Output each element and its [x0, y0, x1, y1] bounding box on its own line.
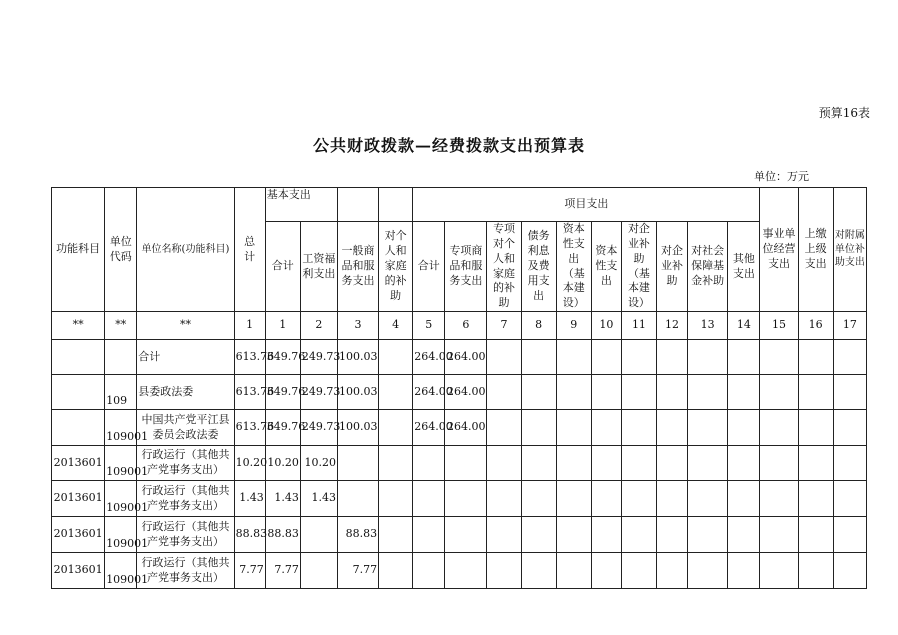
- index-cell: 13: [688, 312, 728, 340]
- empty-cell: [688, 553, 728, 589]
- empty-cell: [688, 375, 728, 410]
- table-row: [52, 553, 867, 589]
- value-cell-salary: 249.73: [300, 375, 337, 410]
- empty-cell: [688, 446, 728, 481]
- empty-cell: [833, 481, 866, 517]
- value-cell-special-goods: [445, 446, 487, 481]
- table-body: [52, 340, 867, 589]
- empty-cell: [621, 410, 656, 446]
- empty-cell: [521, 481, 556, 517]
- empty-cell: [379, 375, 413, 410]
- form-number: 预算16表: [818, 106, 870, 120]
- index-cell: 15: [760, 312, 798, 340]
- unit-label: 单位：万元: [754, 170, 809, 183]
- empty-cell: [760, 410, 798, 446]
- empty-cell: [798, 340, 833, 375]
- header-salary: 工资福利支出: [300, 222, 337, 312]
- index-cell: 17: [833, 312, 866, 340]
- empty-cell: [379, 517, 413, 553]
- value-cell-salary: 10.20: [300, 446, 337, 481]
- empty-cell: [591, 553, 621, 589]
- table-row: [52, 410, 867, 446]
- index-cell: 11: [621, 312, 656, 340]
- header-capital: 资本性支出: [591, 222, 621, 312]
- table-row: [52, 446, 867, 481]
- empty-cell: [556, 375, 591, 410]
- empty-cell: [487, 375, 521, 410]
- empty-cell: [688, 517, 728, 553]
- empty-cell: [487, 517, 521, 553]
- empty-cell: [591, 340, 621, 375]
- index-cell: 12: [657, 312, 688, 340]
- empty-cell: [657, 517, 688, 553]
- value-cell-proj-sum: [413, 553, 445, 589]
- index-cell: 5: [413, 312, 445, 340]
- empty-cell: [379, 410, 413, 446]
- empty-cell: [379, 340, 413, 375]
- empty-cell: [657, 481, 688, 517]
- unit-code-cell: [105, 340, 137, 375]
- empty-cell: [728, 410, 760, 446]
- empty-cell: [621, 446, 656, 481]
- empty-cell: [798, 375, 833, 410]
- unit-name-cell: 行政运行（其他共产党事务支出）: [137, 517, 234, 553]
- empty-cell: [591, 375, 621, 410]
- empty-cell: [760, 553, 798, 589]
- empty-cell: [760, 375, 798, 410]
- value-cell-total: 10.20: [234, 446, 265, 481]
- empty-cell: [521, 410, 556, 446]
- empty-cell: [688, 340, 728, 375]
- unit-code-cell: 109001: [105, 446, 137, 481]
- table-row: [52, 481, 867, 517]
- value-cell-total: 1.43: [234, 481, 265, 517]
- index-cell: 10: [591, 312, 621, 340]
- header-capital-basic: 资本性支出（基本建设）: [556, 222, 591, 312]
- unit-code-cell: 109001: [105, 553, 137, 589]
- index-cell: 6: [445, 312, 487, 340]
- empty-cell: [833, 553, 866, 589]
- empty-cell: [833, 340, 866, 375]
- func-subject-cell: 2013601: [52, 517, 105, 553]
- empty-cell: [760, 481, 798, 517]
- empty-cell: [591, 481, 621, 517]
- index-cell: 7: [487, 312, 521, 340]
- header-proj-sum: 合计: [413, 222, 445, 312]
- empty-cell: [556, 481, 591, 517]
- func-subject-cell: 2013601: [52, 553, 105, 589]
- header-debt-interest: 债务利息及费用支出: [521, 222, 556, 312]
- value-cell-basic-sum: 10.20: [265, 446, 300, 481]
- empty-cell: [657, 340, 688, 375]
- empty-cell: [760, 340, 798, 375]
- value-cell-special-goods: [445, 517, 487, 553]
- unit-code-cell: 109001: [105, 481, 137, 517]
- unit-name-cell: 县委政法委: [137, 375, 234, 410]
- empty-cell: [487, 410, 521, 446]
- header-unit-code: 单位代码: [105, 188, 137, 312]
- func-subject-cell: [52, 375, 105, 410]
- header-basic: 基本支出: [265, 188, 337, 222]
- value-cell-salary: [300, 553, 337, 589]
- index-cell: 14: [728, 312, 760, 340]
- empty-cell: [760, 517, 798, 553]
- empty-cell: [798, 481, 833, 517]
- empty-cell: [487, 553, 521, 589]
- empty-cell: [657, 553, 688, 589]
- value-cell-special-goods: 264.00: [445, 340, 487, 375]
- empty-cell: [728, 340, 760, 375]
- value-cell-goods: 100.03: [337, 410, 378, 446]
- header-unit-name: 单位名称(功能科目): [137, 188, 234, 312]
- empty-cell: [833, 375, 866, 410]
- value-cell-goods: [337, 446, 378, 481]
- empty-cell: [379, 481, 413, 517]
- unit-code-cell: 109001: [105, 410, 137, 446]
- value-cell-special-goods: 264.00: [445, 410, 487, 446]
- empty-cell: [556, 553, 591, 589]
- value-cell-goods: 100.03: [337, 340, 378, 375]
- index-cell: **: [105, 312, 137, 340]
- empty-cell: [657, 446, 688, 481]
- value-cell-proj-sum: 264.00: [413, 375, 445, 410]
- func-subject-cell: [52, 410, 105, 446]
- empty-cell: [521, 340, 556, 375]
- empty-cell: [688, 410, 728, 446]
- empty-cell: [591, 446, 621, 481]
- empty-cell: [798, 553, 833, 589]
- budget-table: [51, 187, 867, 589]
- empty-cell: [657, 410, 688, 446]
- func-subject-cell: [52, 340, 105, 375]
- index-cell: **: [52, 312, 105, 340]
- empty-cell: [760, 446, 798, 481]
- header-to-individuals: 对个人和家庭的补助: [379, 222, 413, 312]
- value-cell-basic-sum: 1.43: [265, 481, 300, 517]
- value-cell-basic-sum: 349.76: [265, 375, 300, 410]
- empty-cell: [556, 340, 591, 375]
- index-cell: 1: [234, 312, 265, 340]
- value-cell-total: 88.83: [234, 517, 265, 553]
- empty-cell: [728, 517, 760, 553]
- empty-cell: [728, 446, 760, 481]
- value-cell-basic-sum: 349.76: [265, 340, 300, 375]
- header-enterprise-subsidy-basic: 对企业补助（基本建设）: [621, 222, 656, 312]
- value-cell-special-goods: 264.00: [445, 375, 487, 410]
- value-cell-proj-sum: [413, 481, 445, 517]
- header-project: 项目支出: [413, 188, 760, 222]
- header-social-security: 对社会保障基金补助: [688, 222, 728, 312]
- empty-cell: [556, 410, 591, 446]
- unit-code-cell: 109: [105, 375, 137, 410]
- value-cell-total: 7.77: [234, 553, 265, 589]
- empty-cell: [833, 446, 866, 481]
- func-subject-cell: 2013601: [52, 446, 105, 481]
- empty-cell: [556, 446, 591, 481]
- value-cell-proj-sum: [413, 517, 445, 553]
- unit-name-cell: 行政运行（其他共产党事务支出）: [137, 553, 234, 589]
- index-cell: 16: [798, 312, 833, 340]
- empty-cell: [798, 410, 833, 446]
- header-special-goods: 专项商品和服务支出: [445, 222, 487, 312]
- index-cell: 4: [379, 312, 413, 340]
- header-operating: 事业单位经营支出: [760, 188, 798, 312]
- index-cell: 2: [300, 312, 337, 340]
- value-cell-goods: 7.77: [337, 553, 378, 589]
- unit-code-cell: 109001: [105, 517, 137, 553]
- empty-cell: [798, 517, 833, 553]
- empty-cell: [728, 375, 760, 410]
- unit-name-cell: 行政运行（其他共产党事务支出）: [137, 446, 234, 481]
- empty-cell: [379, 446, 413, 481]
- unit-name-cell: 中国共产党平江县委员会政法委: [137, 410, 234, 446]
- empty-cell: [621, 340, 656, 375]
- value-cell-proj-sum: 264.00: [413, 410, 445, 446]
- value-cell-proj-sum: [413, 446, 445, 481]
- empty-cell: [621, 481, 656, 517]
- index-cell: 1: [265, 312, 300, 340]
- empty-cell: [487, 481, 521, 517]
- empty-cell: [379, 553, 413, 589]
- header-goods-services: 一般商品和服务支出: [337, 222, 378, 312]
- value-cell-special-goods: [445, 553, 487, 589]
- header-to-superior: 上缴上级支出: [798, 188, 833, 312]
- empty-cell: [521, 517, 556, 553]
- empty-cell: [728, 553, 760, 589]
- header-total: 总 计: [234, 188, 265, 312]
- index-cell: 9: [556, 312, 591, 340]
- empty-cell: [591, 410, 621, 446]
- unit-name-cell: 合计: [137, 340, 234, 375]
- index-row: [52, 312, 867, 340]
- empty-cell: [688, 481, 728, 517]
- value-cell-salary: [300, 517, 337, 553]
- value-cell-goods: 88.83: [337, 517, 378, 553]
- empty-cell: [556, 517, 591, 553]
- value-cell-special-goods: [445, 481, 487, 517]
- empty-cell: [798, 446, 833, 481]
- value-cell-salary: 249.73: [300, 410, 337, 446]
- empty-cell: [591, 517, 621, 553]
- empty-cell: [621, 517, 656, 553]
- empty-cell: [521, 553, 556, 589]
- table-row: [52, 375, 867, 410]
- value-cell-basic-sum: 349.76: [265, 410, 300, 446]
- value-cell-proj-sum: 264.00: [413, 340, 445, 375]
- index-cell: 3: [337, 312, 378, 340]
- empty-cell: [833, 517, 866, 553]
- header-affiliated: 对附属单位补助支出: [833, 188, 866, 312]
- value-cell-salary: 249.73: [300, 340, 337, 375]
- value-cell-salary: 1.43: [300, 481, 337, 517]
- header-other: 其他支出: [728, 222, 760, 312]
- empty-cell: [621, 375, 656, 410]
- value-cell-goods: 100.03: [337, 375, 378, 410]
- empty-cell: [487, 446, 521, 481]
- value-cell-basic-sum: 7.77: [265, 553, 300, 589]
- empty-cell: [728, 481, 760, 517]
- table-row: [52, 340, 867, 375]
- index-cell: 8: [521, 312, 556, 340]
- func-subject-cell: 2013601: [52, 481, 105, 517]
- value-cell-total: 613.76: [234, 375, 265, 410]
- unit-name-cell: 行政运行（其他共产党事务支出）: [137, 481, 234, 517]
- value-cell-basic-sum: 88.83: [265, 517, 300, 553]
- header-basic-sum: 合计: [265, 222, 300, 312]
- value-cell-goods: [337, 481, 378, 517]
- empty-cell: [657, 375, 688, 410]
- index-cell: **: [137, 312, 234, 340]
- empty-cell: [521, 375, 556, 410]
- header-special-individuals: 专项对个人和家庭的补助: [487, 222, 521, 312]
- empty-cell: [833, 410, 866, 446]
- header-enterprise-subsidy: 对企业补助: [657, 222, 688, 312]
- page-title: 公共财政拨款—经费拨款支出预算表: [312, 136, 585, 155]
- header-row-1: [52, 188, 867, 222]
- empty-cell: [521, 446, 556, 481]
- value-cell-total: 613.76: [234, 410, 265, 446]
- header-func-subject: 功能科目: [52, 188, 105, 312]
- empty-cell: [621, 553, 656, 589]
- empty-cell: [487, 340, 521, 375]
- value-cell-total: 613.76: [234, 340, 265, 375]
- table-row: [52, 517, 867, 553]
